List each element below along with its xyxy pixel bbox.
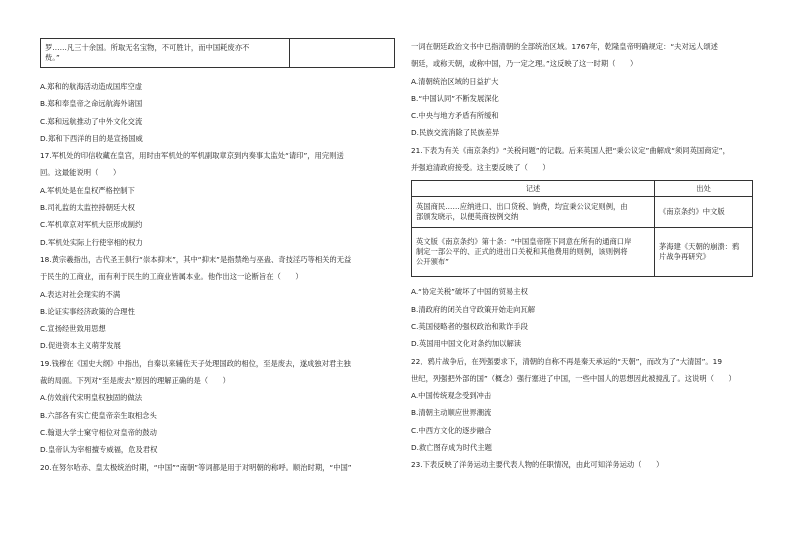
q21-option-d: D.英国用中国文化对条约加以解读 xyxy=(411,339,522,349)
q20-stem: 20.在努尔哈赤、皇太极统治时期，“中国”“南朝”等词都是用于对明朝的称呼。顺治时期，“中国” xyxy=(40,462,352,472)
q17-stem: 回。这最能说明（ ） xyxy=(40,168,121,178)
q20-option-b: B.“中国认同”不断发展深化 xyxy=(411,93,499,103)
q17-option-a: A.军机处是在皇权严格控制下 xyxy=(40,185,135,195)
right-column xyxy=(411,42,767,478)
cell-line: 茅海建《天朝的崩溃：鸦 xyxy=(659,242,740,252)
q18-option-b: B.论证实事经济政策的合理性 xyxy=(40,306,135,316)
q16-option-c: C.郑和远航推动了中外文化交流 xyxy=(40,116,143,126)
q20-option-c: C.中央与地方矛盾有所缓和 xyxy=(411,111,499,121)
q20-stem-cont: 一词在朝廷政治文书中已指清朝的全部统治区域。1767年，乾隆皇帝明确规定：“夫对远人颂述 xyxy=(411,42,718,51)
left-column xyxy=(40,38,402,480)
cell-line: 公开颁布” xyxy=(416,257,449,267)
q22-option-d: D.救亡图存成为时代主题 xyxy=(411,443,492,453)
q21-stem: 21.下表为有关《南京条约》“关税问题”的记载。后来英国人把“秉公议定”曲解成“须同英国商定”， xyxy=(411,145,730,155)
q18-stem: 于民生的工商业，而有利于民生的工商业皆属本业。他作出这一论断旨在（ ） xyxy=(40,272,303,282)
table-row xyxy=(412,197,753,228)
material-empty-cell xyxy=(290,39,395,68)
q20-option-d: D.民族交流消除了民族差异 xyxy=(411,128,500,138)
q19-stem: 裁的局面。下列对“至是废去”原因的理解正确的是（ ） xyxy=(40,376,230,386)
q16-option-a: A.郑和的航海活动造成国库空虚 xyxy=(40,82,143,91)
q17-option-c: C.军机章京对军机大臣形成制约 xyxy=(40,220,143,230)
table-header: 记述 xyxy=(412,181,655,197)
q17-stem: 17.军机处的印信收藏在皇宫，用时由军机处的军机副取章京到内奏事太监处“请印”，用完则送 xyxy=(40,151,344,161)
q21-option-c: C.英国侵略者的强权政治和欺诈手段 xyxy=(411,321,528,331)
q19-option-a: A.仿效前代宋明皇权独固的做法 xyxy=(40,393,143,403)
q17-option-b: B.司礼监的太监控持朝廷大权 xyxy=(40,203,135,213)
cell-line: 英文版《南京条约》第十条：“中国皇帝陛下同意在所有的通商口岸 xyxy=(416,237,632,247)
source-material-box xyxy=(40,38,395,68)
table-cell-source xyxy=(655,197,753,228)
q19-option-b: B.六部各有实亡使皇帝亲生取相念头 xyxy=(40,410,157,420)
cell-line: 片战争再研究》 xyxy=(659,252,711,262)
q23-stem: 23.下表反映了洋务运动主要代表人物的任职情况，由此可知洋务运动（ ） xyxy=(411,460,664,470)
cell-line: 《南京条约》中文版 xyxy=(659,207,725,217)
q18-stem: 18.黄宗羲指出，古代圣王俱行“崇本抑末”，其中“抑末”是指禁绝与巫蛊、奇技淫巧等相关的无益 xyxy=(40,254,352,264)
q19-option-c: C.翰退大学士窠守相位对皇帝的鼓动 xyxy=(40,427,157,437)
table-header: 出处 xyxy=(655,181,753,197)
material-cell xyxy=(41,39,290,68)
material-line: 罗……凡三十余国。所取无名宝物，不可胜计，而中国耗废亦不 xyxy=(45,43,250,52)
q22-stem: 世纪，列强把外部的国”（概念）强行塞进了中国，一些中国人的思想因此被搅乱了。这说明（ ） xyxy=(411,373,736,383)
q22-option-a: A.中国传统观念受到冲击 xyxy=(411,391,492,401)
cell-line: 制定一部公平的、正式的进出口关税和其他费用的则例，该则例将 xyxy=(416,247,628,257)
q18-option-a: A.表达对社会现实的不满 xyxy=(40,289,121,299)
q20-stem-cont: 朝廷，或称天朝，或称中国，乃一定之理。”这反映了这一时期（ ） xyxy=(411,59,638,69)
table-cell-text xyxy=(412,228,655,277)
q18-option-c: C.宣扬经世致用思想 xyxy=(40,324,106,334)
table-cell-source xyxy=(655,228,753,277)
q22-option-c: C.中西方文化的逐步融合 xyxy=(411,425,492,435)
q21-source-table xyxy=(411,180,753,277)
q16-option-b: B.郑和奉皇帝之命远航海外诸国 xyxy=(40,99,143,109)
table-row xyxy=(412,228,753,277)
cell-line: 部颁发晓示，以便英商按例交纳 xyxy=(416,212,519,222)
q19-option-d: D.皇帝认为宰相擅专威福，危及君权 xyxy=(40,445,158,455)
q18-option-d: D.促进资本主义萌芽发展 xyxy=(40,341,121,351)
table-cell-text xyxy=(412,197,655,228)
q21-stem: 并强迫清政府接受。这主要反映了（ ） xyxy=(411,163,550,173)
q21-option-b: B.清政府的闭关自守政策开始走向瓦解 xyxy=(411,304,536,314)
material-line: 赀。” xyxy=(45,53,60,62)
q22-stem: 22．鸦片战争后，在列强要求下，清朝的自称不再是秦天承运的“天朝”，而改为了“大清国”。19 xyxy=(411,356,722,366)
q21-option-a: A.“协定关税”破坏了中国的贸易主权 xyxy=(411,287,528,297)
q19-stem: 19.钱穆在《国史大纲》中指出，自秦以来辅佐天子处理国政的相位，至是废去，遂成独对君主独 xyxy=(40,358,351,368)
q17-option-d: D.军机处实际上行使宰相的权力 xyxy=(40,237,143,247)
q20-option-a: A.清朝统治区域的日益扩大 xyxy=(411,76,499,86)
cell-line: 英国商民……应纳进口、出口货税、饷费，均宜秉公议定则例，由 xyxy=(416,202,628,212)
q22-option-b: B.清朝主动顺应世界潮流 xyxy=(411,408,492,418)
q16-option-d: D.郑和下西洋的目的是宣扬国威 xyxy=(40,133,143,143)
